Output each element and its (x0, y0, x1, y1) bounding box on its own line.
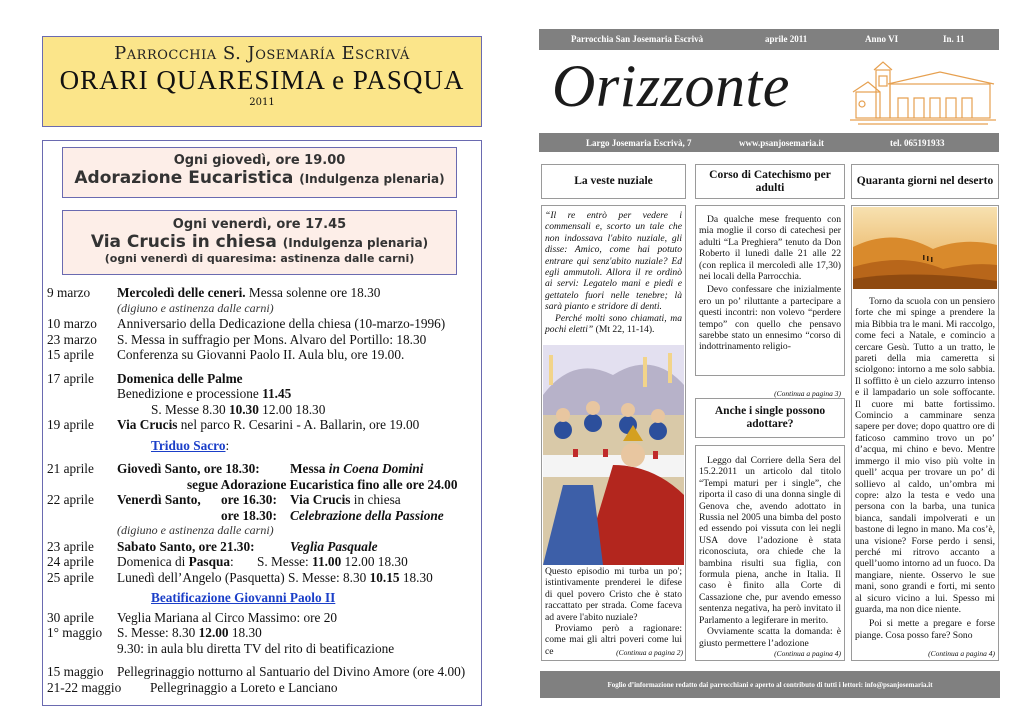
triduo-heading: Triduo Sacro: (151, 437, 230, 453)
continue-page-4[interactable]: (Continua a pagina 4) (774, 649, 841, 658)
schedule-row: 10 marzo Anniversario della Dedicazione della chiesa (10-marzo-1996) (47, 316, 446, 331)
title-year: 2011 (249, 97, 275, 108)
triduo-link[interactable]: Triduo Sacro (151, 437, 226, 453)
schedule-row: S. Messe 8.30 10.30 12.00 18.30 (151, 401, 326, 417)
schedule-row: 21 aprile Giovedì Santo, ore 18.30: Messa in Coena Domini (47, 461, 424, 476)
schedule-list (47, 285, 477, 695)
church-drawing (848, 58, 998, 128)
schedule-row: 9.30: in aula blu diretta TV del rito di beatificazione (117, 640, 395, 656)
article-catechismo-body: Da qualche mese frequento con mia moglie il corso di catechesi per adulti “La Preghiera” tenuto da Don Roberto il lunedì dalle 21 alle 22 (con replica il mercoledì alle 17,30) nei locali della Parrocchia. Devo confessare che inizialmente ero un po’ riluttante a partecipare a questi incontri: non volevo “perdere tempo” con quello che pensavo sarebbe stato un ennesimo “corso di indottrinamento religio- (699, 214, 841, 353)
address: Largo Josemaria Escrivà, 7 (586, 138, 692, 148)
schedule-row: segue Adorazione Eucaristica fino alle ore 24.00 (187, 476, 458, 492)
event-via-crucis (62, 210, 457, 275)
event-title: Via Crucis in chiesa (Indulgenza plenaria) (90, 232, 429, 252)
beatificazione-link[interactable]: Beatificazione Giovanni Paolo II (151, 590, 336, 605)
page-title: ORARI QUARESIMA e PASQUA (59, 65, 465, 95)
event-title: Adorazione Eucaristica (Indulgenza plenaria) (74, 168, 445, 188)
topbar-year: Anno VI (865, 34, 899, 44)
article-single-body: Leggo dal Corriere della Sera del 15.2.2011 un articolo dal titolo “Tempi maturi per i single”, che riporta il caso di una donna single di Genova che, avendo adottato in Russia nel 2005 una bimba del posto ed essendo poi vissuta con lei negli USA dove l’adozione è stata riconosciuta, ora chiede che la bambina risulti sua figlia, con formula piena, anche in Italia. Il caso è finito alla Corte di Cassazione che, pur avendo emesso sentenza negativa, ha però invitato il Parlamento a legiferare in merito. Ovviamente scatta la domanda: è giusto permettere l’adozione (699, 455, 841, 649)
topbar-date: aprile 2011 (765, 34, 808, 44)
website-link[interactable]: www.psanjosemaria.it (739, 138, 824, 148)
article-heading-single: Anche i single possono adottare? (695, 398, 845, 438)
schedule-row: 9 marzo Mercoledì delle ceneri. Messa solenne ore 18.30 (47, 285, 381, 300)
schedule-row: 23 marzo S. Messa in suffragio per Mons. Alvaro del Portillo: 18.30 (47, 331, 427, 347)
schedule-row: 15 aprile Conferenza su Giovanni Paolo II. Aula blu, ore 19.00. (47, 347, 405, 362)
schedule-note: (digiuno e astinenza dalle carni) (117, 300, 274, 315)
newsletter-footer: Foglio d’informazione redatto dai parrocchiani e aperto al contributo di tutti i lettori: info@psanjosemaria.it (540, 671, 1000, 698)
schedule-row: 25 aprile Lunedì dell’Angelo (Pasquetta) S. Messe: 8.30 10.15 18.30 (47, 569, 433, 585)
continue-page-4[interactable]: (Continua a pagina 4) (928, 649, 995, 658)
schedule-row: 17 aprile Domenica delle Palme (47, 370, 243, 386)
article-heading-veste: La veste nuziale (541, 164, 686, 199)
topbar-issue: In. 11 (943, 34, 965, 44)
newsletter-top-bar (539, 29, 999, 50)
continue-page-2[interactable]: (Continua a pagina 2) (616, 648, 683, 657)
article-deserto-body: Torno da scuola con un pensiero forte che mi spinge a prendere la mia Bibbia tra le mani. Mi raccolgo, come feci a Natale, e comincio a cercare Gesù. Tutto a un tratto, le pareti della mia cameretta si sciolgono: intorno a me solo sabbia. Il soffitto è un cielo azzurro intenso e il lampadario un sole soffocante. Il cuore mi batte fortissimo. Comincio a camminare senza sapere per dove; dopo quattro ore di faticoso cammino trovo un po’ d’acqua, mi chino e bevo. Mentre immergo il mio viso più volte in quell’ acqua per trovare un po’ di sollievo al caldo, un’ombra mi copre: alzo la testa e vedo una persona con la barba, una tunica bianca, sandali impolverati e un bastone di legno in mano. Ma cos’è, una visione? Forse perdo i sensi, perché mi ritrovo accanto a quell’uomo intorno ad un fuoco. Da mangiare, niente. Osservo le sue mani, sono grandi e forti, mi sento al sicuro vicino a lui. Spesso mi guarda, ma non dice niente. Poi si mette a pregare e forse piange. Cosa posso fare? Sono (855, 296, 995, 641)
schedule-row: 21-22 maggio Pellegrinaggio a Loreto e Lanciano (47, 679, 338, 695)
masthead-title: Orizzonte (552, 53, 790, 119)
schedule-row: Benedizione e processione 11.45 (117, 386, 292, 401)
desert-photo (853, 207, 997, 289)
schedule-row: 30 aprile Veglia Mariana al Circo Massimo: ore 20 (47, 609, 338, 625)
schedule-row: 24 aprile Domenica di Pasqua: S. Messe: 11.00 12.00 18.30 (47, 554, 408, 569)
beatificazione-heading (47, 590, 477, 606)
schedule-row: 22 aprile Venerdì Santo, ore 16.30: Via Crucis in chiesa (47, 492, 401, 507)
event-time: Ogni giovedì, ore 19.00 (173, 153, 346, 168)
schedule-row: ore 18.30: Celebrazione della Passione (221, 507, 444, 523)
schedule-row: 1° maggio S. Messe: 8.30 12.00 18.30 (47, 625, 262, 640)
left-title-box (42, 36, 482, 127)
article-veste-body: Questo episodio mi turba un po'; istintivamente prenderei le difese di quel povero Cristo che è stato raccattato per strada. Come faceva ad avere l'abito nuziale? Proviamo però a ragionare: come mai gli altri poveri come lui ce (545, 566, 682, 657)
event-note: (ogni venerdì di quaresima: astinenza dalle carni) (104, 252, 415, 265)
schedule-row: 19 aprile Via Crucis nel parco R. Cesarini - A. Ballarin, ore 19.00 (47, 417, 420, 432)
phone-number: tel. 065191933 (890, 138, 945, 148)
schedule-row: 23 aprile Sabato Santo, ore 21.30: Veglia Pasquale (47, 538, 378, 554)
last-supper-illustration (543, 345, 684, 565)
event-time: Ogni venerdì, ore 17.45 (172, 217, 347, 232)
event-adorazione (62, 147, 457, 198)
schedule-row: 15 maggio Pellegrinaggio notturno al Santuario del Divino Amore (ore 4.00) (47, 664, 466, 679)
newsletter-address-bar (539, 133, 999, 152)
schedule-note: (digiuno e astinenza dalle carni) (117, 523, 274, 537)
article-heading-deserto: Quaranta giorni nel deserto (851, 164, 999, 199)
topbar-parish: Parrocchia San Josemaria Escrivà (571, 34, 704, 44)
parish-name: Parrocchia S. Josemaría Escrivá (114, 43, 410, 64)
article-veste-quote: “Il re entrò per vedere i commensali e, scorto un tale che non indossava l'abito nuziale, gli disse: Amico, come hai potuto entrare qui senz'abito nuziale? Ed egli ammutolì. Allora il re ordinò ai servi: Legatelo mani e piedi e gettatelo fuori nelle tenebre; là sarà pianto e stridore di denti. Perché molti sono chiamati, ma pochi eletti” (Mt 22, 11-14). (545, 210, 682, 336)
article-heading-catechismo: Corso di Catechismo per adulti (695, 164, 845, 199)
continue-page-3[interactable]: (Continua a pagina 3) (774, 389, 841, 398)
